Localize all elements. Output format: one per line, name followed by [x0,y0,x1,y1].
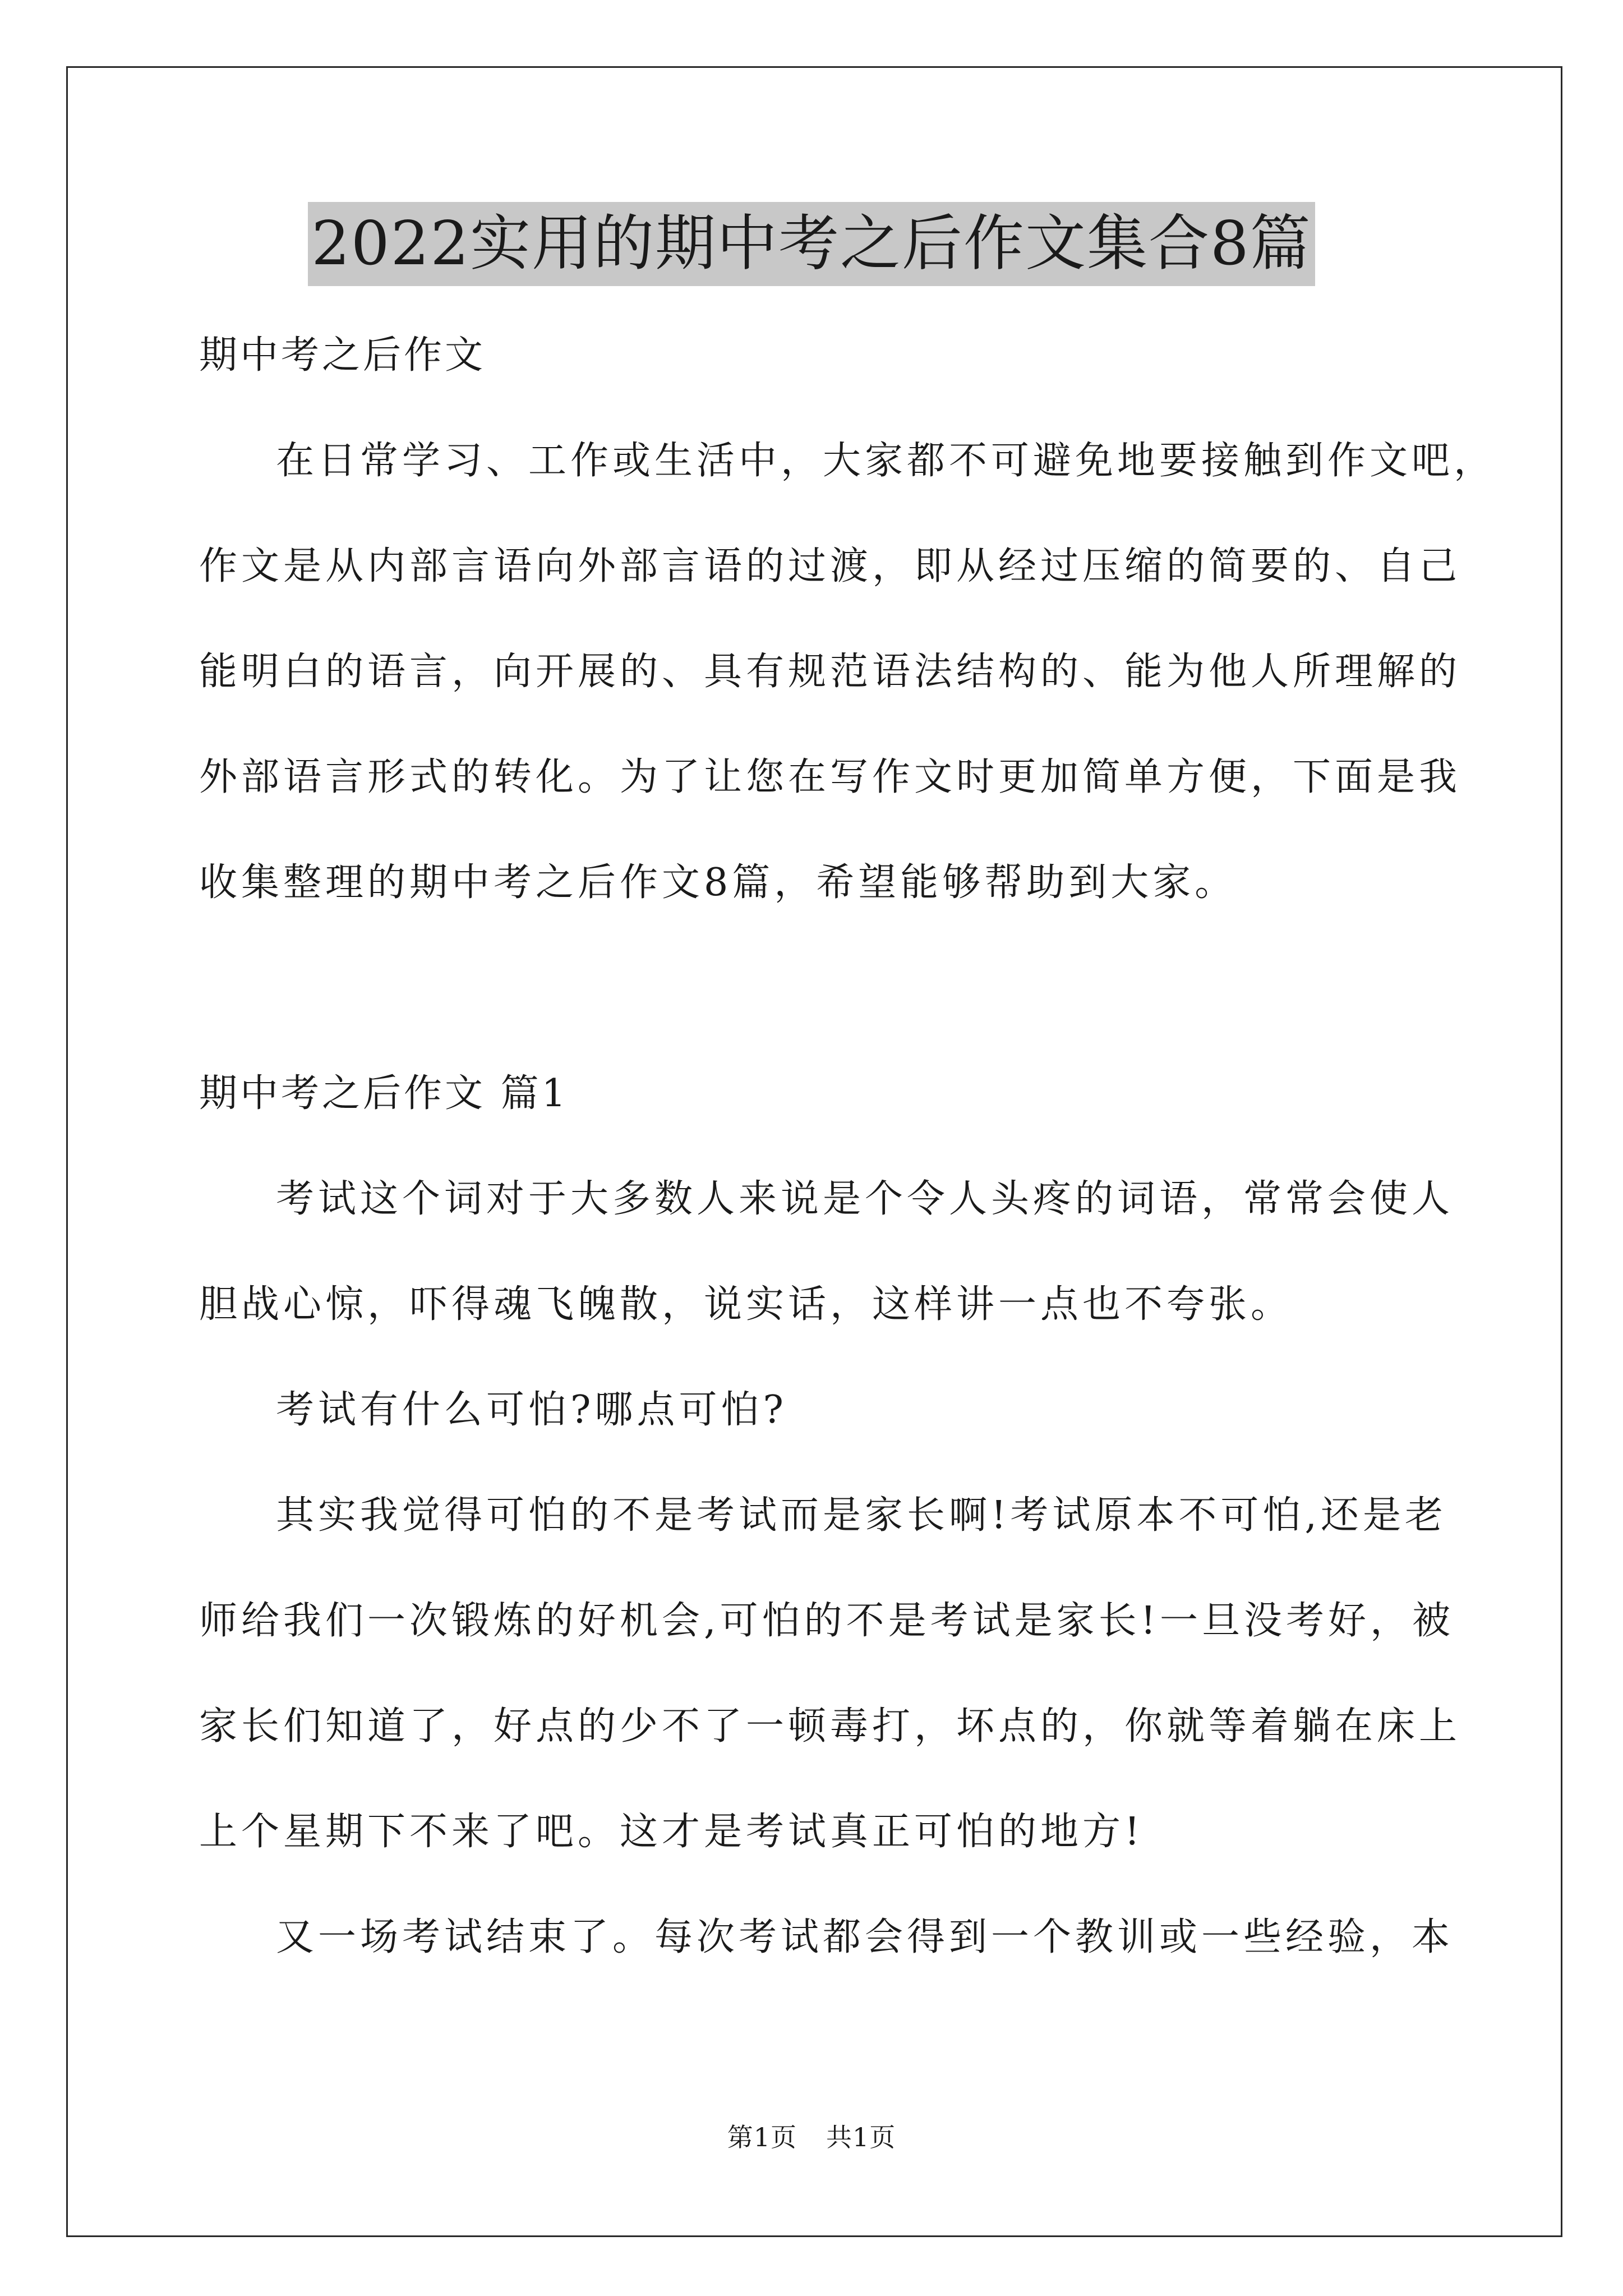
page-total: 共1页 [826,2122,896,2152]
paragraph-line: 能明白的语言，向开展的、具有规范语法结构的、能为他人所理解的 [199,650,1461,694]
page-footer [0,2120,1623,2154]
paragraph-line: 外部语言形式的转化。为了让您在写作文时更加简单方便，下面是我 [199,755,1461,799]
paragraph-line: 又一场考试结束了。每次考试都会得到一个教训或一些经验，本 [276,1915,1454,1959]
document-title: 2022实用的期中考之后作文集合8篇 [308,202,1315,286]
paragraph-line: 其实我觉得可怕的不是考试而是家长啊!考试原本不可怕,还是老 [276,1493,1447,1538]
paragraph-line: 收集整理的期中考之后作文8篇，希望能够帮助到大家。 [199,861,1237,905]
paragraph-line: 师给我们一次锻炼的好机会,可怕的不是考试是家长!一旦没考好，被 [199,1599,1454,1643]
section-heading: 期中考之后作文 篇1 [199,1071,569,1116]
page-number: 第1页 [727,2122,797,2152]
section-spacer [199,936,1433,1041]
paragraph-line: 胆战心惊，吓得魂飞魄散，说实话，这样讲一点也不夸张。 [199,1282,1293,1327]
document-body [199,303,1496,1990]
paragraph-line: 在日常学习、工作或生活中，大家都不可避免地要接触到作文吧， [276,439,1496,483]
paragraph-line: 作文是从内部言语向外部言语的过渡，即从经过压缩的简要的、自己 [199,544,1461,588]
paragraph-line: 考试这个词对于大多数人来说是个令人头疼的词语，常常会使人 [276,1177,1454,1221]
paragraph-line: 家长们知道了，好点的少不了一顿毒打，坏点的，你就等着躺在床上 [199,1704,1461,1749]
title-container [0,202,1623,286]
paragraph-line: 上个星期下不来了吧。这才是考试真正可怕的地方! [199,1810,1144,1854]
intro-heading: 期中考之后作文 [199,333,486,378]
paragraph-line: 考试有什么可怕?哪点可怕? [276,1388,787,1432]
